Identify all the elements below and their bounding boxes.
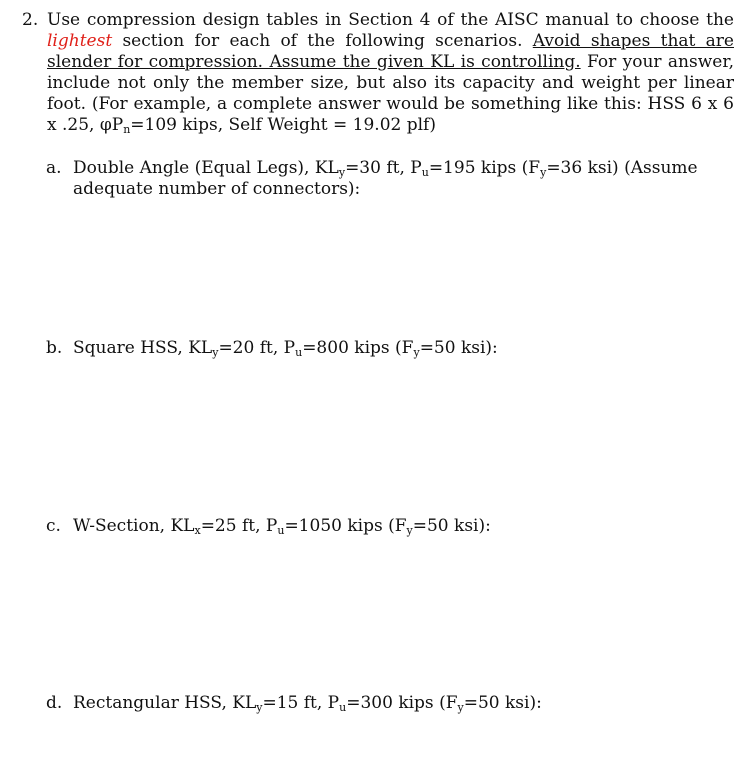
p-subscript: u <box>339 701 347 714</box>
part-letter: b. <box>46 338 63 358</box>
kl-value: =30 ft, P <box>345 158 422 178</box>
kl-subscript: y <box>338 166 346 179</box>
part-letter: d. <box>46 693 63 713</box>
part-lead: Square HSS, KL <box>73 338 213 358</box>
answer-instruction: For your answer, include not only the member size, but also its capacity and weight per linear foot. (For example, a complete answer would be something like this: HSS 6 x 6 x .25, φP <box>47 52 735 135</box>
problem-2 <box>22 10 734 136</box>
part-d <box>46 693 734 714</box>
f-subscript: y <box>406 524 413 537</box>
part-lead: W-Section, KL <box>73 516 195 536</box>
f-subscript: y <box>457 701 464 714</box>
f-value: =50 ksi): <box>419 338 498 358</box>
p-value: =800 kips (F <box>302 338 414 358</box>
part-d-text <box>73 693 734 714</box>
kl-value: =15 ft, P <box>262 693 340 713</box>
kl-value: =25 ft, P <box>200 516 278 536</box>
kl-subscript: y <box>212 346 219 359</box>
part-b <box>46 338 734 359</box>
part-a <box>46 158 734 200</box>
example-subscript: n <box>123 123 131 136</box>
intro-text: Use compression design tables in Section 4 of the AISC manual to choose the <box>47 10 734 30</box>
part-a-text <box>73 158 734 200</box>
lightest-emphasis: lightest <box>47 31 113 51</box>
kl-subscript: x <box>194 524 201 537</box>
p-subscript: u <box>277 524 285 537</box>
part-letter: a. <box>46 158 62 178</box>
underlined-instruction: Avoid shapes that are slender for compression. Assume the given KL is controlling. <box>47 31 734 72</box>
part-letter: c. <box>46 516 61 536</box>
f-value: =50 ksi): <box>463 693 542 713</box>
part-c-text <box>73 516 734 537</box>
p-value: =300 kips (F <box>346 693 458 713</box>
part-b-text <box>73 338 734 359</box>
f-subscript: y <box>540 166 547 179</box>
problem-statement <box>47 10 734 136</box>
p-value: =195 kips (F <box>428 158 541 178</box>
part-c <box>46 516 734 537</box>
f-value: =36 ksi) (Assume adequate number of connectors): <box>73 158 698 199</box>
kl-value: =20 ft, P <box>218 338 296 358</box>
example-tail: =109 kips, Self Weight = 19.02 plf) <box>130 115 436 135</box>
part-lead: Double Angle (Equal Legs), KL <box>73 158 339 178</box>
f-value: =50 ksi): <box>412 516 491 536</box>
f-subscript: y <box>413 346 420 359</box>
p-subscript: u <box>295 346 303 359</box>
intro-text-continued: section for each of the following scenarios. <box>112 31 533 51</box>
part-lead: Rectangular HSS, KL <box>73 693 257 713</box>
problem-number: 2. <box>22 10 39 30</box>
p-subscript: u <box>421 166 429 179</box>
p-value: =1050 kips (F <box>284 516 407 536</box>
kl-subscript: y <box>256 701 263 714</box>
